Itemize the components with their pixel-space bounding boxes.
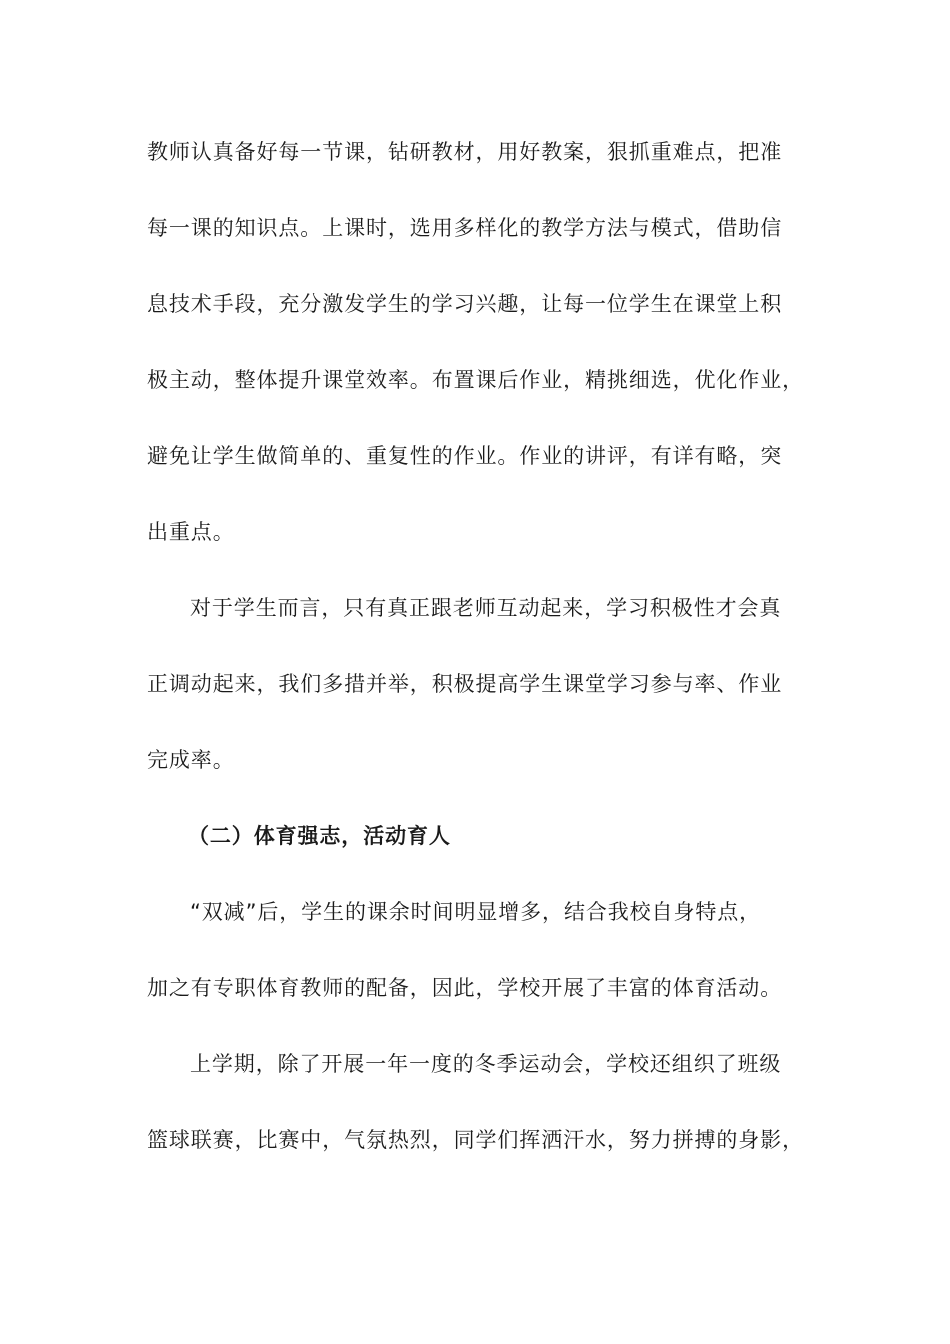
paragraph-line: 避免让学生做简单的、重复性的作业。作业的讲评，有详有略，突 (147, 444, 783, 468)
paragraph-line: 上学期，除了开展一年一度的冬季运动会，学校还组织了班级 (190, 1052, 782, 1076)
paragraph-line: 教师认真备好每一节课，钻研教材，用好教案，狠抓重难点，把准 (147, 140, 783, 164)
paragraph-line: 极主动，整体提升课堂效率。布置课后作业，精挑细选，优化作业， (147, 368, 804, 392)
section-heading: （二）体育强志，活动育人 (188, 824, 451, 848)
paragraph-line: 篮球联赛，比赛中，气氛热烈，同学们挥洒汗水，努力拼搏的身影， (147, 1128, 804, 1152)
paragraph-line: 息技术手段，充分激发学生的学习兴趣，让每一位学生在课堂上积 (147, 292, 783, 316)
paragraph-line: 正调动起来，我们多措并举，积极提高学生课堂学习参与率、作业 (147, 672, 783, 696)
paragraph-line: 完成率。 (147, 748, 235, 772)
paragraph-line: 每一课的知识点。上课时，选用多样化的教学方法与模式，借助信 (147, 216, 783, 240)
paragraph-line: 加之有专职体育教师的配备，因此，学校开展了丰富的体育活动。 (147, 976, 783, 1000)
paragraph-line: “双减”后，学生的课余时间明显增多，结合我校自身特点， (190, 900, 762, 924)
paragraph-line: 出重点。 (147, 520, 235, 544)
paragraph-line: 对于学生而言，只有真正跟老师互动起来，学习积极性才会真 (190, 596, 782, 620)
document-body (147, 128, 807, 1192)
